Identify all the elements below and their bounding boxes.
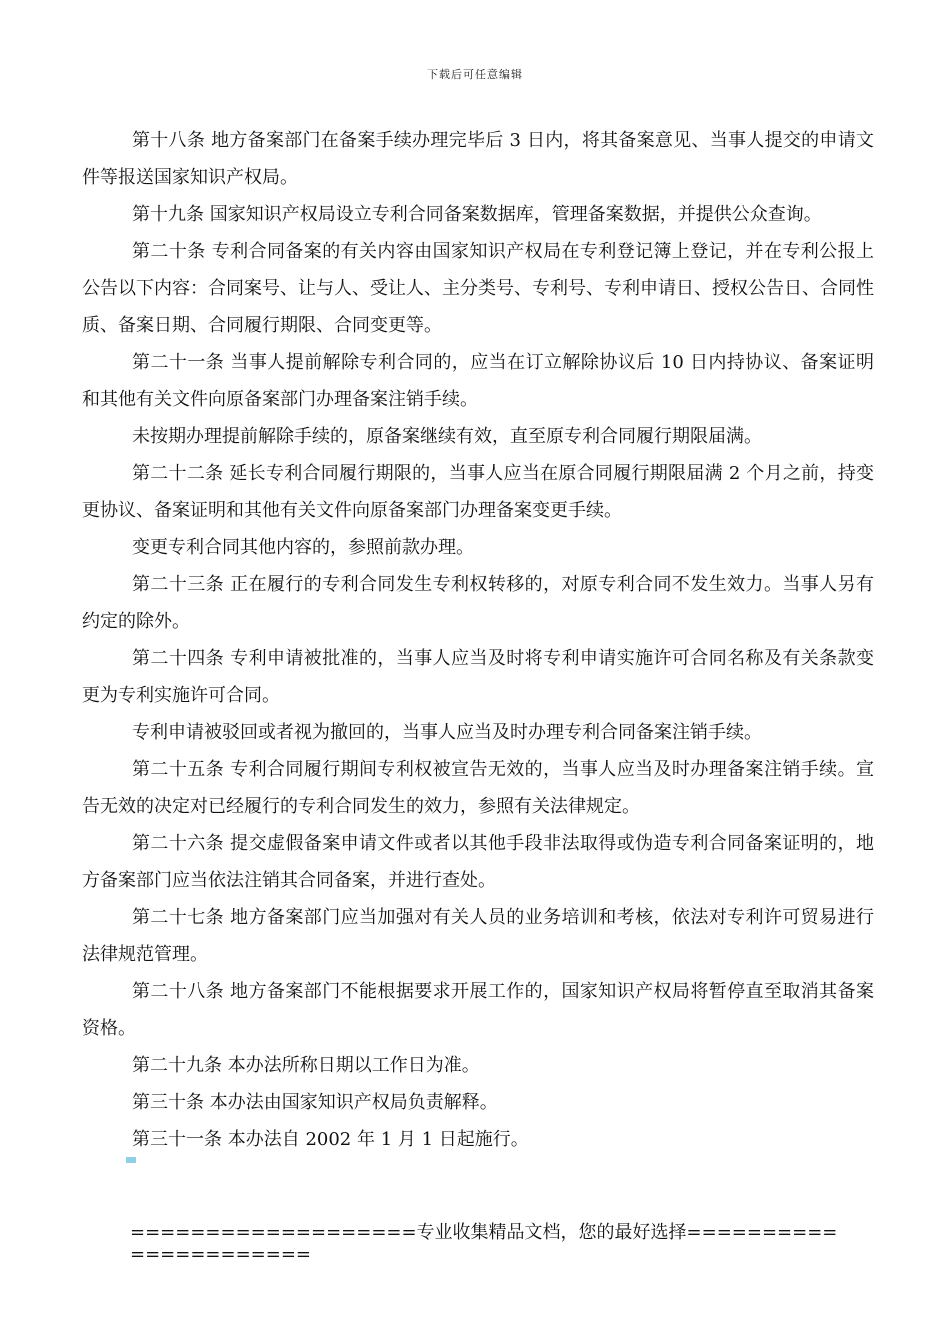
- article-28: 第二十八条 地方备案部门不能根据要求开展工作的，国家知识产权局将暂停直至取消其备案资格。: [82, 981, 874, 1039]
- cursor-marker: [126, 1157, 136, 1163]
- article-21: 第二十一条 当事人提前解除专利合同的，应当在订立解除协议后 10 日内持协议、备案证明和其他有关文件向原备案部门办理备案注销手续。: [82, 352, 874, 410]
- article-24-clause-2: 专利申请被驳回或者视为撤回的，当事人应当及时办理专利合同备案注销手续。: [132, 722, 762, 743]
- article-31: 第三十一条 本办法自 2002 年 1 月 1 日起施行。: [132, 1129, 529, 1150]
- article-20: 第二十条 专利合同备案的有关内容由国家知识产权局在专利登记簿上登记，并在专利公报上公告以下内容：合同案号、让与人、受让人、主分类号、专利号、专利申请日、授权公告日、合同性质、备案日期、合同履行期限、合同变更等。: [82, 241, 874, 336]
- article-29: 第二十九条 本办法所称日期以工作日为准。: [132, 1055, 480, 1076]
- article-21-clause-2: 未按期办理提前解除手续的，原备案继续有效，直至原专利合同履行期限届满。: [132, 426, 762, 447]
- article-26: 第二十六条 提交虚假备案申请文件或者以其他手段非法取得或伪造专利合同备案证明的，地方备案部门应当依法注销其合同备案，并进行查处。: [82, 833, 874, 891]
- article-30: 第三十条 本办法由国家知识产权局负责解释。: [132, 1092, 498, 1113]
- article-18: 第十八条 地方备案部门在备案手续办理完毕后 3 日内，将其备案意见、当事人提交的申请文件等报送国家知识产权局。: [82, 130, 874, 188]
- article-22: 第二十二条 延长专利合同履行期限的，当事人应当在原合同履行期限届满 2 个月之前，持变更协议、备案证明和其他有关文件向原备案部门办理备案变更手续。: [82, 463, 874, 521]
- article-22-clause-2: 变更专利合同其他内容的，参照前款办理。: [132, 537, 474, 558]
- article-23: 第二十三条 正在履行的专利合同发生专利权转移的，对原专利合同不发生效力。当事人另有约定的除外。: [82, 574, 874, 632]
- footer-banner: ===================专业收集精品文档，您的最好选择======================: [130, 1222, 838, 1265]
- article-24: 第二十四条 专利申请被批准的，当事人应当及时将专利申请实施许可合同名称及有关条款变更为专利实施许可合同。: [82, 648, 874, 706]
- article-27: 第二十七条 地方备案部门应当加强对有关人员的业务培训和考核，依法对专利许可贸易进行法律规范管理。: [82, 907, 874, 965]
- article-19: 第十九条 国家知识产权局设立专利合同备案数据库，管理备案数据，并提供公众查询。: [132, 204, 822, 225]
- article-25: 第二十五条 专利合同履行期间专利权被宣告无效的，当事人应当及时办理备案注销手续。宣告无效的决定对已经履行的专利合同发生的效力，参照有关法律规定。: [82, 759, 874, 817]
- header-note: 下载后可任意编辑: [427, 68, 523, 81]
- document-body: [82, 122, 874, 1158]
